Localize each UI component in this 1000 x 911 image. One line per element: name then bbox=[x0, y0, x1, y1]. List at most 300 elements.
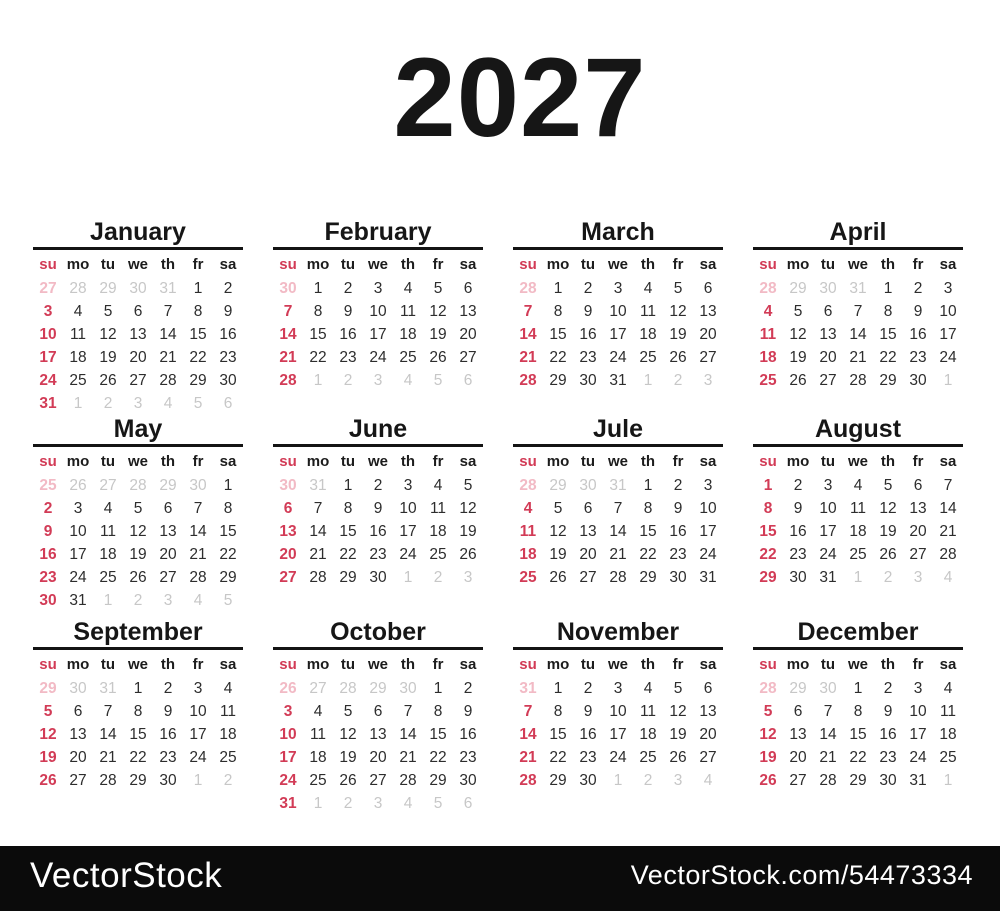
date-cell: 22 bbox=[129, 749, 147, 766]
date-cell: 29 bbox=[129, 772, 147, 789]
date-cell: 24 bbox=[69, 569, 87, 586]
date-cell: 16 bbox=[159, 726, 177, 743]
weekday-we: we bbox=[127, 453, 148, 470]
month-august bbox=[753, 415, 963, 589]
date-cell: 15 bbox=[849, 726, 867, 743]
date-cell: 16 bbox=[579, 726, 597, 743]
date-cell: 17 bbox=[39, 349, 57, 366]
week-row bbox=[33, 746, 243, 769]
date-cell: 29 bbox=[639, 569, 657, 586]
date-cell: 5 bbox=[223, 592, 233, 609]
week-row bbox=[513, 369, 723, 392]
month-april bbox=[753, 218, 963, 392]
date-cell: 12 bbox=[879, 500, 897, 517]
date-cell: 14 bbox=[519, 726, 537, 743]
date-cell: 6 bbox=[223, 395, 233, 412]
week-row bbox=[33, 700, 243, 723]
date-cell: 2 bbox=[163, 680, 173, 697]
date-cell: 19 bbox=[459, 523, 477, 540]
date-cell: 20 bbox=[69, 749, 87, 766]
date-cell: 29 bbox=[429, 772, 447, 789]
date-cell: 6 bbox=[373, 703, 383, 720]
date-cell: 2 bbox=[643, 772, 653, 789]
date-cell: 3 bbox=[73, 500, 83, 517]
date-cell: 8 bbox=[763, 500, 773, 517]
week-row bbox=[273, 700, 483, 723]
weekday-sa: sa bbox=[699, 256, 717, 273]
date-cell: 31 bbox=[39, 395, 57, 412]
weekday-th: th bbox=[160, 256, 176, 273]
date-cell: 21 bbox=[189, 546, 207, 563]
date-cell: 13 bbox=[369, 726, 387, 743]
date-cell: 17 bbox=[609, 326, 627, 343]
date-cell: 12 bbox=[129, 523, 147, 540]
date-cell: 26 bbox=[669, 349, 687, 366]
month-title: March bbox=[581, 218, 655, 246]
date-cell: 27 bbox=[39, 280, 57, 297]
weekday-we: we bbox=[847, 453, 868, 470]
date-cell: 27 bbox=[459, 349, 477, 366]
weekday-sa: sa bbox=[939, 256, 957, 273]
date-cell: 22 bbox=[429, 749, 447, 766]
month-june bbox=[273, 415, 483, 589]
date-cell: 5 bbox=[343, 703, 353, 720]
month-title: February bbox=[324, 218, 432, 246]
week-row bbox=[273, 520, 483, 543]
month-december bbox=[753, 618, 963, 792]
date-cell: 28 bbox=[939, 546, 957, 563]
date-cell: 11 bbox=[399, 303, 417, 320]
date-cell: 30 bbox=[39, 592, 57, 609]
week-row bbox=[513, 700, 723, 723]
date-cell: 23 bbox=[219, 349, 237, 366]
week-row bbox=[273, 369, 483, 392]
week-row bbox=[513, 323, 723, 346]
date-cell: 20 bbox=[789, 749, 807, 766]
date-cell: 25 bbox=[399, 349, 417, 366]
weekday-fr: fr bbox=[432, 656, 444, 673]
date-cell: 2 bbox=[43, 500, 53, 517]
weekday-tu: tu bbox=[820, 453, 836, 470]
weekday-fr: fr bbox=[912, 453, 924, 470]
week-row bbox=[513, 497, 723, 520]
date-cell: 21 bbox=[519, 749, 537, 766]
date-cell: 28 bbox=[609, 569, 627, 586]
weekday-mo: mo bbox=[66, 256, 90, 273]
date-cell: 22 bbox=[549, 349, 567, 366]
date-cell: 31 bbox=[69, 592, 87, 609]
date-cell: 18 bbox=[759, 349, 777, 366]
date-cell: 7 bbox=[193, 500, 203, 517]
date-cell: 27 bbox=[369, 772, 387, 789]
date-cell: 24 bbox=[609, 749, 627, 766]
date-cell: 23 bbox=[339, 349, 357, 366]
week-row bbox=[273, 566, 483, 589]
date-cell: 31 bbox=[819, 569, 837, 586]
date-cell: 16 bbox=[909, 326, 927, 343]
weekday-mo: mo bbox=[786, 656, 810, 673]
date-cell: 14 bbox=[309, 523, 327, 540]
week-row bbox=[513, 677, 723, 700]
date-cell: 7 bbox=[523, 303, 533, 320]
month-title: September bbox=[73, 618, 203, 646]
date-cell: 20 bbox=[129, 349, 147, 366]
weekday-fr: fr bbox=[432, 453, 444, 470]
date-cell: 20 bbox=[279, 546, 297, 563]
week-row bbox=[513, 300, 723, 323]
date-cell: 15 bbox=[189, 326, 207, 343]
date-cell: 2 bbox=[223, 772, 233, 789]
date-cell: 21 bbox=[399, 749, 417, 766]
week-row bbox=[513, 723, 723, 746]
date-cell: 3 bbox=[163, 592, 173, 609]
date-cell: 7 bbox=[313, 500, 323, 517]
month-title: December bbox=[797, 618, 919, 646]
date-cell: 26 bbox=[789, 372, 807, 389]
date-cell: 17 bbox=[819, 523, 837, 540]
date-cell: 11 bbox=[849, 500, 867, 517]
weekday-row bbox=[753, 450, 963, 474]
date-cell: 2 bbox=[343, 372, 353, 389]
date-cell: 13 bbox=[69, 726, 87, 743]
week-row bbox=[33, 520, 243, 543]
date-cell: 17 bbox=[279, 749, 297, 766]
week-row bbox=[33, 277, 243, 300]
date-cell: 4 bbox=[943, 680, 953, 697]
date-cell: 19 bbox=[789, 349, 807, 366]
weekday-we: we bbox=[607, 256, 628, 273]
date-cell: 11 bbox=[519, 523, 537, 540]
date-cell: 11 bbox=[219, 703, 237, 720]
weekday-su: su bbox=[759, 256, 777, 273]
date-cell: 11 bbox=[69, 326, 87, 343]
weekday-row bbox=[753, 653, 963, 677]
date-cell: 6 bbox=[913, 477, 923, 494]
week-row bbox=[513, 346, 723, 369]
date-cell: 23 bbox=[789, 546, 807, 563]
weekday-su: su bbox=[759, 656, 777, 673]
date-cell: 21 bbox=[849, 349, 867, 366]
date-cell: 19 bbox=[429, 326, 447, 343]
date-cell: 15 bbox=[129, 726, 147, 743]
weekday-row bbox=[513, 450, 723, 474]
date-cell: 29 bbox=[789, 680, 807, 697]
date-cell: 31 bbox=[309, 477, 327, 494]
weekday-fr: fr bbox=[912, 656, 924, 673]
week-row bbox=[753, 543, 963, 566]
date-cell: 8 bbox=[853, 703, 863, 720]
date-cell: 1 bbox=[403, 569, 413, 586]
date-cell: 27 bbox=[279, 569, 297, 586]
date-cell: 8 bbox=[313, 303, 323, 320]
date-cell: 1 bbox=[343, 477, 353, 494]
weekday-mo: mo bbox=[306, 256, 330, 273]
date-cell: 27 bbox=[699, 349, 717, 366]
date-cell: 23 bbox=[39, 569, 57, 586]
week-row bbox=[33, 566, 243, 589]
month-may bbox=[33, 415, 243, 612]
date-cell: 29 bbox=[369, 680, 387, 697]
date-cell: 12 bbox=[459, 500, 477, 517]
date-cell: 1 bbox=[763, 477, 773, 494]
date-cell: 5 bbox=[133, 500, 143, 517]
date-cell: 3 bbox=[673, 772, 683, 789]
date-cell: 29 bbox=[159, 477, 177, 494]
date-cell: 2 bbox=[583, 280, 593, 297]
date-cell: 29 bbox=[99, 280, 117, 297]
date-cell: 17 bbox=[189, 726, 207, 743]
weekday-th: th bbox=[160, 453, 176, 470]
date-cell: 3 bbox=[193, 680, 203, 697]
month-underline bbox=[33, 647, 243, 650]
date-cell: 10 bbox=[609, 303, 627, 320]
weekday-fr: fr bbox=[672, 453, 684, 470]
date-cell: 28 bbox=[189, 569, 207, 586]
date-cell: 18 bbox=[99, 546, 117, 563]
date-cell: 3 bbox=[43, 303, 53, 320]
date-cell: 3 bbox=[913, 569, 923, 586]
date-cell: 17 bbox=[399, 523, 417, 540]
date-cell: 28 bbox=[129, 477, 147, 494]
date-cell: 27 bbox=[309, 680, 327, 697]
date-cell: 5 bbox=[673, 280, 683, 297]
date-cell: 4 bbox=[943, 569, 953, 586]
date-cell: 4 bbox=[853, 477, 863, 494]
date-cell: 21 bbox=[609, 546, 627, 563]
month-underline bbox=[513, 444, 723, 447]
weekday-sa: sa bbox=[699, 656, 717, 673]
month-underline bbox=[753, 247, 963, 250]
date-cell: 22 bbox=[189, 349, 207, 366]
date-cell: 12 bbox=[429, 303, 447, 320]
week-row bbox=[753, 723, 963, 746]
date-cell: 6 bbox=[283, 500, 293, 517]
weekday-tu: tu bbox=[340, 656, 356, 673]
year-title: 2027 bbox=[393, 35, 647, 160]
date-cell: 9 bbox=[373, 500, 383, 517]
date-cell: 16 bbox=[339, 326, 357, 343]
date-cell: 31 bbox=[909, 772, 927, 789]
date-cell: 3 bbox=[613, 680, 623, 697]
date-cell: 9 bbox=[673, 500, 683, 517]
date-cell: 1 bbox=[643, 372, 653, 389]
weekday-th: th bbox=[160, 656, 176, 673]
date-cell: 30 bbox=[279, 280, 297, 297]
date-cell: 3 bbox=[403, 477, 413, 494]
date-cell: 10 bbox=[819, 500, 837, 517]
week-row bbox=[753, 769, 963, 792]
date-cell: 11 bbox=[639, 703, 657, 720]
vectorstock-url: VectorStock.com/54473334 bbox=[630, 860, 973, 890]
week-row bbox=[33, 346, 243, 369]
weekday-sa: sa bbox=[459, 453, 477, 470]
weekday-th: th bbox=[400, 656, 416, 673]
date-cell: 3 bbox=[703, 477, 713, 494]
week-row bbox=[273, 723, 483, 746]
week-row bbox=[273, 346, 483, 369]
date-cell: 13 bbox=[909, 500, 927, 517]
week-row bbox=[753, 677, 963, 700]
date-cell: 8 bbox=[883, 303, 893, 320]
week-row bbox=[753, 497, 963, 520]
date-cell: 1 bbox=[133, 680, 143, 697]
month-underline bbox=[513, 647, 723, 650]
date-cell: 10 bbox=[369, 303, 387, 320]
weekday-row bbox=[753, 253, 963, 277]
weekday-mo: mo bbox=[786, 256, 810, 273]
date-cell: 1 bbox=[853, 569, 863, 586]
weekday-mo: mo bbox=[306, 453, 330, 470]
date-cell: 14 bbox=[279, 326, 297, 343]
date-cell: 18 bbox=[519, 546, 537, 563]
date-cell: 20 bbox=[369, 749, 387, 766]
date-cell: 15 bbox=[429, 726, 447, 743]
date-cell: 29 bbox=[879, 372, 897, 389]
weekday-sa: sa bbox=[939, 656, 957, 673]
date-cell: 6 bbox=[163, 500, 173, 517]
weekday-th: th bbox=[880, 656, 896, 673]
date-cell: 19 bbox=[759, 749, 777, 766]
date-cell: 1 bbox=[313, 372, 323, 389]
date-cell: 28 bbox=[819, 772, 837, 789]
date-cell: 28 bbox=[519, 280, 537, 297]
date-cell: 12 bbox=[99, 326, 117, 343]
date-cell: 24 bbox=[399, 546, 417, 563]
week-row bbox=[753, 346, 963, 369]
date-cell: 3 bbox=[373, 372, 383, 389]
date-cell: 10 bbox=[39, 326, 57, 343]
weekday-tu: tu bbox=[820, 656, 836, 673]
date-cell: 12 bbox=[669, 303, 687, 320]
date-cell: 1 bbox=[943, 772, 953, 789]
date-cell: 21 bbox=[309, 546, 327, 563]
weekday-row bbox=[513, 253, 723, 277]
month-march bbox=[513, 218, 723, 392]
date-cell: 30 bbox=[579, 772, 597, 789]
weekday-fr: fr bbox=[432, 256, 444, 273]
weekday-th: th bbox=[640, 656, 656, 673]
date-cell: 14 bbox=[99, 726, 117, 743]
date-cell: 2 bbox=[883, 569, 893, 586]
date-cell: 2 bbox=[793, 477, 803, 494]
date-cell: 23 bbox=[669, 546, 687, 563]
date-cell: 2 bbox=[463, 680, 473, 697]
date-cell: 18 bbox=[639, 726, 657, 743]
date-cell: 28 bbox=[519, 477, 537, 494]
weekday-tu: tu bbox=[580, 453, 596, 470]
weekday-mo: mo bbox=[546, 256, 570, 273]
date-cell: 15 bbox=[759, 523, 777, 540]
date-cell: 26 bbox=[279, 680, 297, 697]
date-cell: 1 bbox=[73, 395, 83, 412]
week-row bbox=[33, 497, 243, 520]
date-cell: 27 bbox=[69, 772, 87, 789]
date-cell: 18 bbox=[429, 523, 447, 540]
date-cell: 13 bbox=[579, 523, 597, 540]
week-row bbox=[513, 520, 723, 543]
date-cell: 4 bbox=[163, 395, 173, 412]
week-row bbox=[513, 566, 723, 589]
weekday-th: th bbox=[640, 256, 656, 273]
date-cell: 10 bbox=[69, 523, 87, 540]
date-cell: 8 bbox=[643, 500, 653, 517]
weekday-we: we bbox=[847, 656, 868, 673]
date-cell: 27 bbox=[819, 372, 837, 389]
date-cell: 20 bbox=[699, 326, 717, 343]
date-cell: 1 bbox=[553, 280, 563, 297]
date-cell: 1 bbox=[433, 680, 443, 697]
week-row bbox=[753, 566, 963, 589]
date-cell: 5 bbox=[193, 395, 203, 412]
date-cell: 28 bbox=[159, 372, 177, 389]
date-cell: 2 bbox=[583, 680, 593, 697]
date-cell: 29 bbox=[39, 680, 57, 697]
date-cell: 2 bbox=[883, 680, 893, 697]
date-cell: 5 bbox=[463, 477, 473, 494]
date-cell: 14 bbox=[399, 726, 417, 743]
date-cell: 16 bbox=[219, 326, 237, 343]
date-cell: 5 bbox=[433, 372, 443, 389]
date-cell: 23 bbox=[909, 349, 927, 366]
weekday-row bbox=[33, 253, 243, 277]
week-row bbox=[753, 474, 963, 497]
weekday-mo: mo bbox=[306, 656, 330, 673]
date-cell: 5 bbox=[433, 280, 443, 297]
week-row bbox=[273, 543, 483, 566]
date-cell: 13 bbox=[129, 326, 147, 343]
date-cell: 8 bbox=[193, 303, 203, 320]
date-cell: 22 bbox=[849, 749, 867, 766]
weekday-sa: sa bbox=[459, 256, 477, 273]
date-cell: 18 bbox=[309, 749, 327, 766]
date-cell: 22 bbox=[339, 546, 357, 563]
weekday-we: we bbox=[127, 256, 148, 273]
date-cell: 17 bbox=[939, 326, 957, 343]
date-cell: 18 bbox=[939, 726, 957, 743]
week-row bbox=[273, 769, 483, 792]
week-row bbox=[33, 474, 243, 497]
week-row bbox=[753, 746, 963, 769]
date-cell: 5 bbox=[763, 703, 773, 720]
date-cell: 30 bbox=[279, 477, 297, 494]
month-november bbox=[513, 618, 723, 792]
date-cell: 26 bbox=[549, 569, 567, 586]
date-cell: 29 bbox=[189, 372, 207, 389]
week-row bbox=[33, 323, 243, 346]
month-title: Jule bbox=[592, 415, 644, 443]
date-cell: 26 bbox=[429, 349, 447, 366]
date-cell: 5 bbox=[673, 680, 683, 697]
week-row bbox=[753, 323, 963, 346]
date-cell: 30 bbox=[819, 280, 837, 297]
date-cell: 4 bbox=[193, 592, 203, 609]
date-cell: 7 bbox=[523, 703, 533, 720]
date-cell: 11 bbox=[429, 500, 447, 517]
month-underline bbox=[273, 444, 483, 447]
month-jule bbox=[513, 415, 723, 589]
weekday-fr: fr bbox=[192, 256, 204, 273]
date-cell: 21 bbox=[99, 749, 117, 766]
date-cell: 10 bbox=[189, 703, 207, 720]
date-cell: 10 bbox=[909, 703, 927, 720]
date-cell: 9 bbox=[463, 703, 473, 720]
date-cell: 6 bbox=[463, 280, 473, 297]
weekday-mo: mo bbox=[786, 453, 810, 470]
date-cell: 28 bbox=[849, 372, 867, 389]
date-cell: 31 bbox=[699, 569, 717, 586]
date-cell: 24 bbox=[699, 546, 717, 563]
date-cell: 11 bbox=[639, 303, 657, 320]
